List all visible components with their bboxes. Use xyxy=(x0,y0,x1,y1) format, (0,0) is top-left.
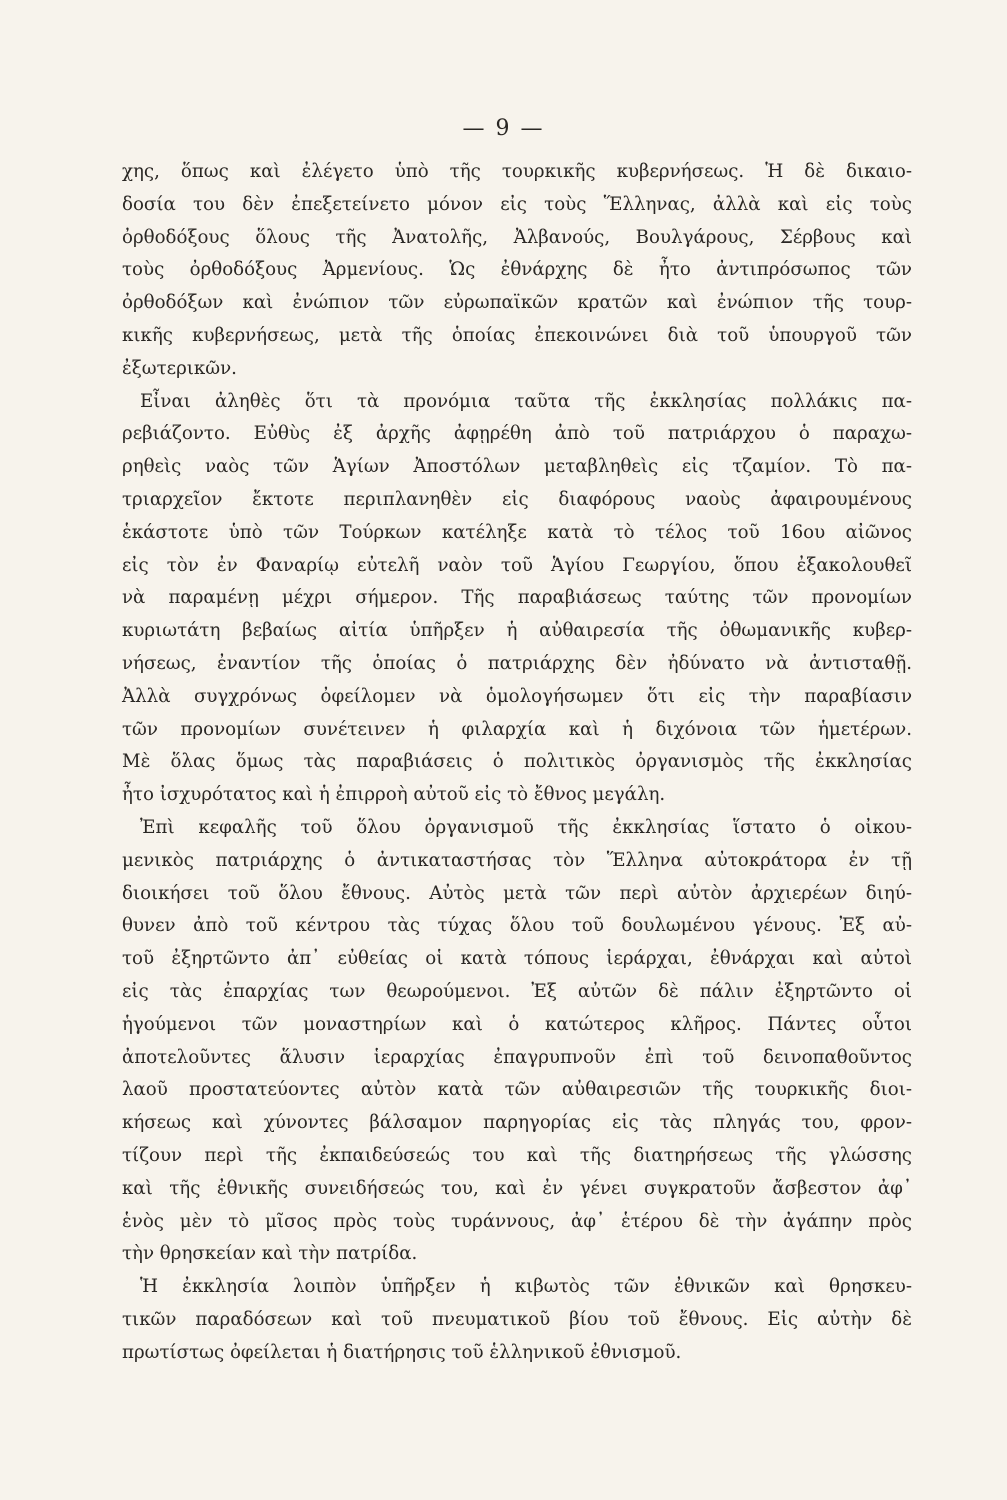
text-line: διοικήσει τοῦ ὅλου ἔθνους. Αὐτὸς μετὰ τῶν περὶ αὐτὸν ἀρχιερέων διηύ- xyxy=(122,882,912,904)
text-line: τοὺς ὀρθοδόξους Ἀρμενίους. Ὡς ἐθνάρχης δὲ ἦτο ἀντιπρόσωπος τῶν xyxy=(122,259,912,281)
text-line: ἐξωτερικῶν. xyxy=(122,357,237,379)
text-line: τριαρχεῖον ἔκτοτε περιπλανηθὲν εἰς διαφόρους ναοὺς ἀφαιρουμένους xyxy=(122,488,912,510)
text-line: εἰς τὰς ἐπαρχίας των θεωρούμενοι. Ἐξ αὐτῶν δὲ πάλιν ἐξηρτῶντο οἱ xyxy=(122,980,912,1002)
text-line: ἑνὸς μὲν τὸ μῖσος πρὸς τοὺς τυράννους, ἀφ᾽ ἑτέρου δὲ τὴν ἀγάπην πρὸς xyxy=(122,1210,912,1232)
text-line: λαοῦ προστατεύοντες αὐτὸν κατὰ τῶν αὐθαιρεσιῶν τῆς τουρκικῆς διοι- xyxy=(122,1079,912,1101)
text-line: τὴν θρησκείαν καὶ τὴν πατρίδα. xyxy=(122,1243,418,1265)
text-line: τῶν προνομίων συνέτεινεν ἡ φιλαρχία καὶ ἡ διχόνοια τῶν ἡμετέρων. xyxy=(122,718,912,740)
text-line: ὀρθοδόξων καὶ ἐνώπιον τῶν εὐρωπαϊκῶν κρατῶν καὶ ἐνώπιον τῆς τουρ- xyxy=(122,292,912,314)
text-line: Ἐπὶ κεφαλῆς τοῦ ὅλου ὀργανισμοῦ τῆς ἐκκλησίας ἵστατο ὁ οἰκου- xyxy=(140,816,912,838)
text-line: κικῆς κυβερνήσεως, μετὰ τῆς ὁποίας ἐπεκοινώνει διὰ τοῦ ὑπουργοῦ τῶν xyxy=(122,324,912,346)
text-line: ἡγούμενοι τῶν μοναστηρίων καὶ ὁ κατώτερος κλῆρος. Πάντες οὗτοι xyxy=(122,1013,912,1035)
text-line: πρωτίστως ὀφείλεται ἡ διατήρησις τοῦ ἑλληνικοῦ ἐθνισμοῦ. xyxy=(122,1341,682,1363)
text-line: ἀποτελοῦντες ἅλυσιν ἱεραρχίας ἐπαγρυπνοῦν ἐπὶ τοῦ δεινοπαθοῦντος xyxy=(122,1046,912,1068)
text-line: δοσία του δὲν ἐπεξετείνετο μόνον εἰς τοὺς Ἕλληνας, ἀλλὰ καὶ εἰς τοὺς xyxy=(122,193,912,215)
text-line: μενικὸς πατριάρχης ὁ ἀντικαταστήσας τὸν Ἕλληνα αὐτοκράτορα ἐν τῇ xyxy=(122,849,912,871)
text-line: χης, ὅπως καὶ ἐλέγετο ὑπὸ τῆς τουρκικῆς κυβερνήσεως. Ἡ δὲ δικαιο- xyxy=(122,161,912,182)
text-line: ρεβιάζοντο. Εὐθὺς ἐξ ἀρχῆς ἀφῃρέθη ἀπὸ τοῦ πατριάρχου ὁ παραχω- xyxy=(122,423,912,445)
text-line: εἰς τὸν ἐν Φαναρίῳ εὐτελῆ ναὸν τοῦ Ἁγίου Γεωργίου, ὅπου ἐξακολουθεῖ xyxy=(122,554,912,576)
text-line: τικῶν παραδόσεων καὶ τοῦ πνευματικοῦ βίου τοῦ ἔθνους. Εἰς αὐτὴν δὲ xyxy=(122,1308,912,1330)
text-line: ἑκάστοτε ὑπὸ τῶν Τούρκων κατέληξε κατὰ τὸ τέλος τοῦ 16ου αἰῶνος xyxy=(122,521,912,543)
text-line: νήσεως, ἐναντίον τῆς ὁποίας ὁ πατριάρχης δὲν ἠδύνατο νὰ ἀντισταθῇ. xyxy=(122,652,912,674)
text-line: Μὲ ὅλας ὅμως τὰς παραβιάσεις ὁ πολιτικὸς ὀργανισμὸς τῆς ἐκκλησίας xyxy=(122,751,912,773)
body-text xyxy=(122,156,912,1369)
text-line: ἦτο ἰσχυρότατος καὶ ἡ ἐπιρροὴ αὐτοῦ εἰς τὸ ἔθνος μεγάλη. xyxy=(122,784,666,806)
text-line: τίζουν περὶ τῆς ἐκπαιδεύσεώς του καὶ τῆς διατηρήσεως τῆς γλώσσης xyxy=(122,1144,912,1166)
page-number: — 9 — xyxy=(462,116,545,141)
text-line: τοῦ ἐξηρτῶντο ἀπ᾽ εὐθείας οἱ κατὰ τόπους ἱεράρχαι, ἐθνάρχαι καὶ αὐτοὶ xyxy=(122,948,912,970)
text-line: Ἀλλὰ συγχρόνως ὀφείλομεν νὰ ὁμολογήσωμεν ὅτι εἰς τὴν παραβίασιν xyxy=(122,685,912,707)
text-line: ρηθεὶς ναὸς τῶν Ἁγίων Ἀποστόλων μεταβληθεὶς εἰς τζαμίον. Τὸ πα- xyxy=(122,456,912,478)
text-line: καὶ τῆς ἐθνικῆς συνειδήσεώς του, καὶ ἐν γένει συγκρατοῦν ἄσβεστον ἀφ᾽ xyxy=(122,1177,912,1199)
text-line: θυνεν ἀπὸ τοῦ κέντρου τὰς τύχας ὅλου τοῦ δουλωμένου γένους. Ἐξ αὐ- xyxy=(122,915,912,937)
text-line: κυριωτάτη βεβαίως αἰτία ὑπῆρξεν ἡ αὐθαιρεσία τῆς ὀθωμανικῆς κυβερ- xyxy=(122,620,912,642)
text-line: ὀρθοδόξους ὅλους τῆς Ἀνατολῆς, Ἀλβανούς, Βουλγάρους, Σέρβους καὶ xyxy=(122,226,912,248)
text-line: Ἡ ἐκκλησία λοιπὸν ὑπῆρξεν ἡ κιβωτὸς τῶν ἐθνικῶν καὶ θρησκευ- xyxy=(140,1276,912,1298)
text-line: Εἶναι ἀληθὲς ὅτι τὰ προνόμια ταῦτα τῆς ἐκκλησίας πολλάκις πα- xyxy=(140,390,912,412)
text-line: κήσεως καὶ χύνοντες βάλσαμον παρηγορίας εἰς τὰς πληγάς του, φρον- xyxy=(122,1112,912,1134)
text-line: νὰ παραμένῃ μέχρι σήμερον. Τῆς παραβιάσεως ταύτης τῶν προνομίων xyxy=(122,587,912,609)
